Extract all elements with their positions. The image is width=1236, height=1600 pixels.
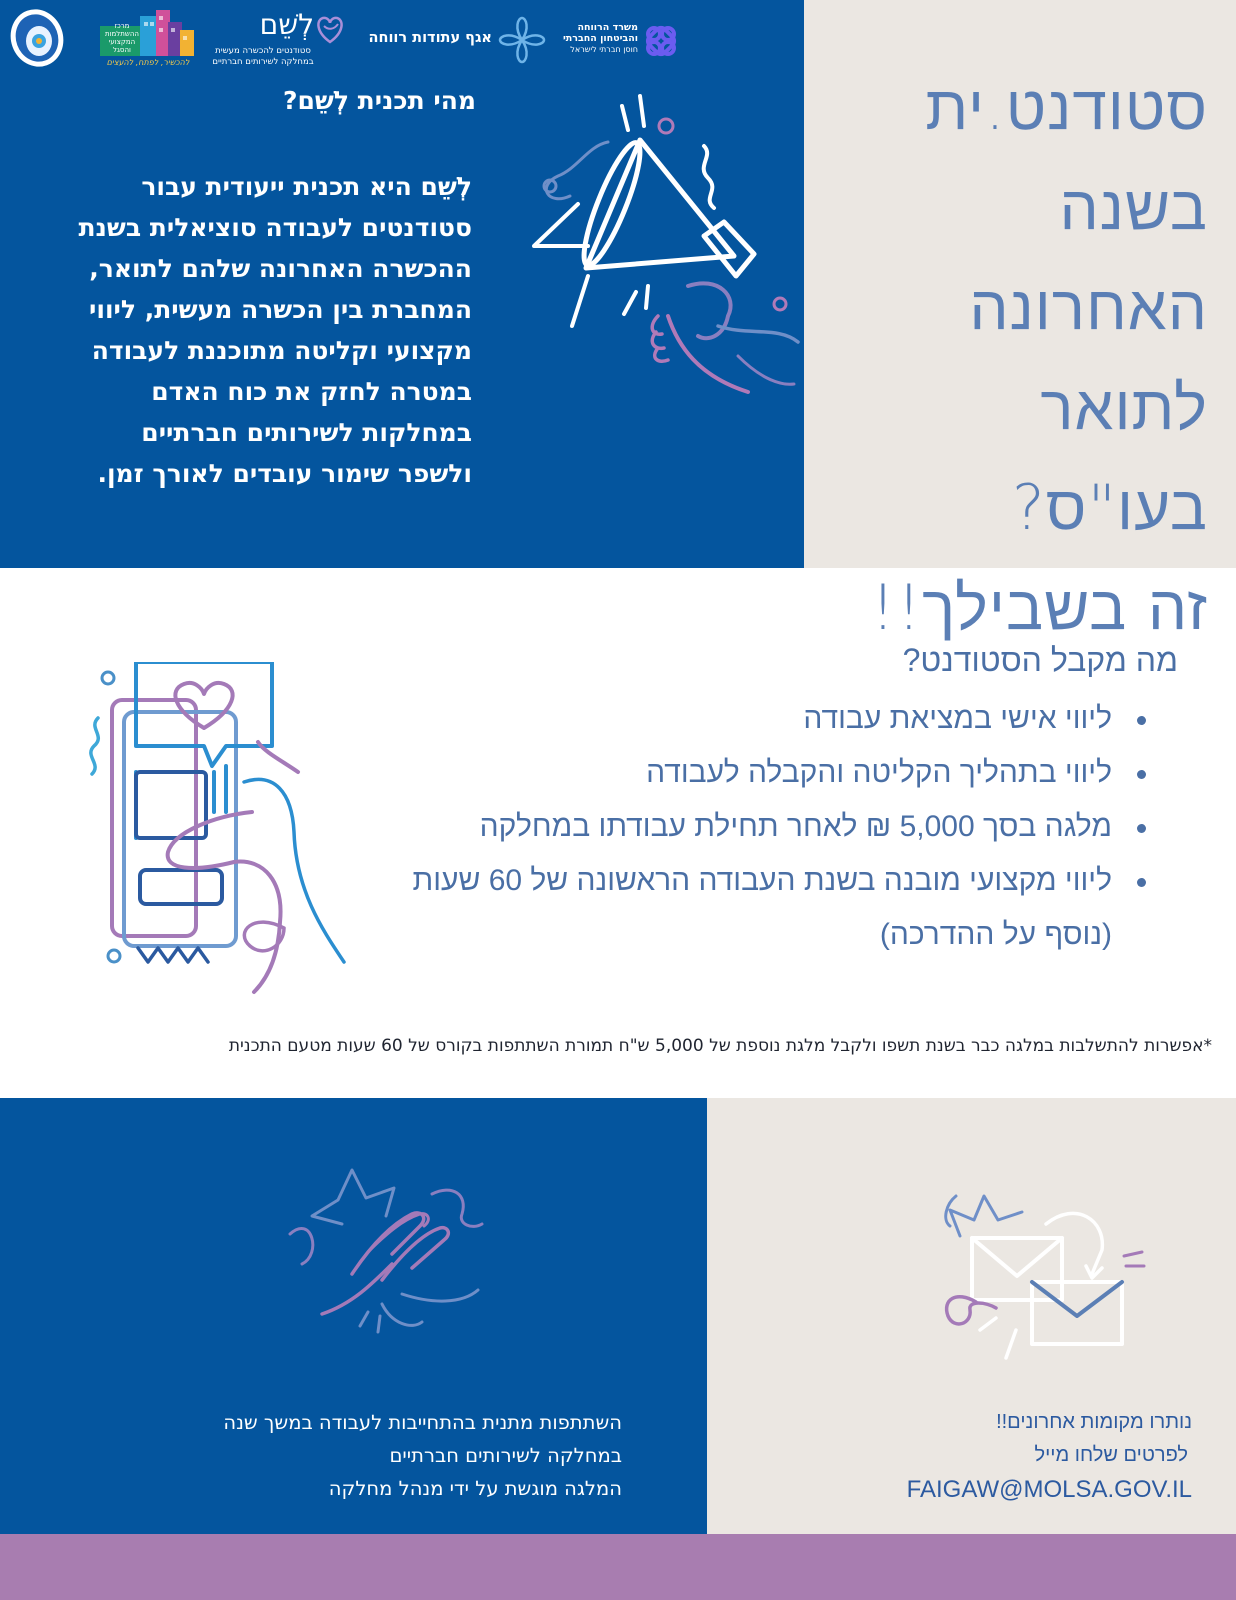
ruach-flower-icon: [496, 14, 548, 66]
high-five-illustration: [282, 1154, 492, 1344]
contact-line2: לפרטים שלחו מייל: [1034, 1444, 1188, 1466]
center-logo-tagline: להכשיר, לפתח, להעצים: [106, 58, 190, 67]
footnote: *אפשרות להתשלבות במלגה כבר בשנת תשפו ולקבל מלגת נוספת של 5,000 ש"ח תמורת השתתפות בקורס של 60 שעות מטעם התכנית: [228, 1036, 1212, 1056]
headline-line2: האחרונה לתואר: [969, 271, 1208, 444]
ministry-knot-icon: [642, 22, 680, 60]
ministry-logo: [558, 18, 682, 64]
center-logo-line4: והסגל: [113, 46, 131, 54]
center-logo-line1: מרכז: [114, 22, 130, 30]
contact-block: [880, 1406, 1192, 1508]
ruach-logo-name: אגף עתודות רווחה: [368, 30, 492, 46]
ruach-logo: [362, 14, 548, 66]
headline: [808, 58, 1208, 658]
lesham-logo: [208, 8, 348, 68]
headline-line1: סטודנט.ית בשנה: [925, 71, 1208, 244]
list-item: ליווי מקצועי מובנה בשנת העבודה הראשונה של 60 שעות (נוסף על ההדרכה): [360, 854, 1146, 962]
phone-heart-illustration: [84, 662, 348, 1000]
about-title: מהי תכנית לְשֵׁם?: [282, 86, 476, 115]
headline-line4: זה בשבילך!!: [870, 571, 1208, 644]
center-logo-line3: המקצועי: [108, 38, 136, 46]
contact-line1: נותרו מקומות אחרונים!!: [996, 1411, 1192, 1433]
center-logo-line2: ההשתלמות: [105, 30, 139, 38]
benefits-list: [360, 692, 1146, 962]
lesham-logo-sub1: סטודנטים להכשרה מעשית: [215, 46, 311, 56]
list-item: ליווי אישי במציאת עבודה: [360, 692, 1146, 746]
envelopes-illustration: [936, 1190, 1150, 1366]
lesham-logo-name: לְשֵׁם: [259, 8, 314, 41]
footer-bar: [0, 1534, 1236, 1600]
headline-line3: בעו"ס?: [1011, 471, 1208, 544]
ministry-logo-line2: והביטחון החברתי: [562, 33, 638, 44]
conditions-line1: השתתפות מתנית בהתחייבות לעבודה במשך שנה: [223, 1411, 622, 1434]
list-item: ליווי בתהליך הקליטה והקבלה לעבודה: [360, 746, 1146, 800]
conditions-text: [150, 1406, 622, 1505]
benefits-title: מה מקבל הסטודנט?: [902, 642, 1178, 678]
megaphone-illustration: [528, 86, 804, 402]
conditions-line3: המלגה מוגשת על ידי מנהל מחלקה: [328, 1477, 622, 1500]
lesham-logo-sub2: במחלקה לשירותים חברתיים: [212, 57, 314, 67]
ministry-logo-line1: משרד הרווחה: [577, 22, 638, 33]
lesham-heart-icon: [314, 12, 346, 46]
ministry-logo-line3: חוסן חברתי לישראל: [570, 45, 638, 54]
emblem-icon: [6, 4, 66, 68]
about-body: לְשֵׁם היא תכנית ייעודית עבור סטודנטים לעבודה סוציאלית בשנת ההכשרה האחרונה שלהם לתואר, המחברת בין הכשרה מעשית, ליווי מקצועי וקליטה מתוכננת לעבודה במטרה לחזק את כוח האדם במחלקות לשירותים חברתיים ולשפר שימור עובדים לאורך זמן.: [78, 172, 472, 488]
contact-email-link[interactable]: FAIGAW@MOLSA.GOV.IL: [906, 1476, 1192, 1503]
list-item: מלגה בסך 5,000 ₪ לאחר תחילת עבודתו במחלקה: [360, 800, 1146, 854]
center-logo: [100, 8, 196, 68]
conditions-line2: במחלקה לשירותים חברתיים: [389, 1444, 622, 1467]
